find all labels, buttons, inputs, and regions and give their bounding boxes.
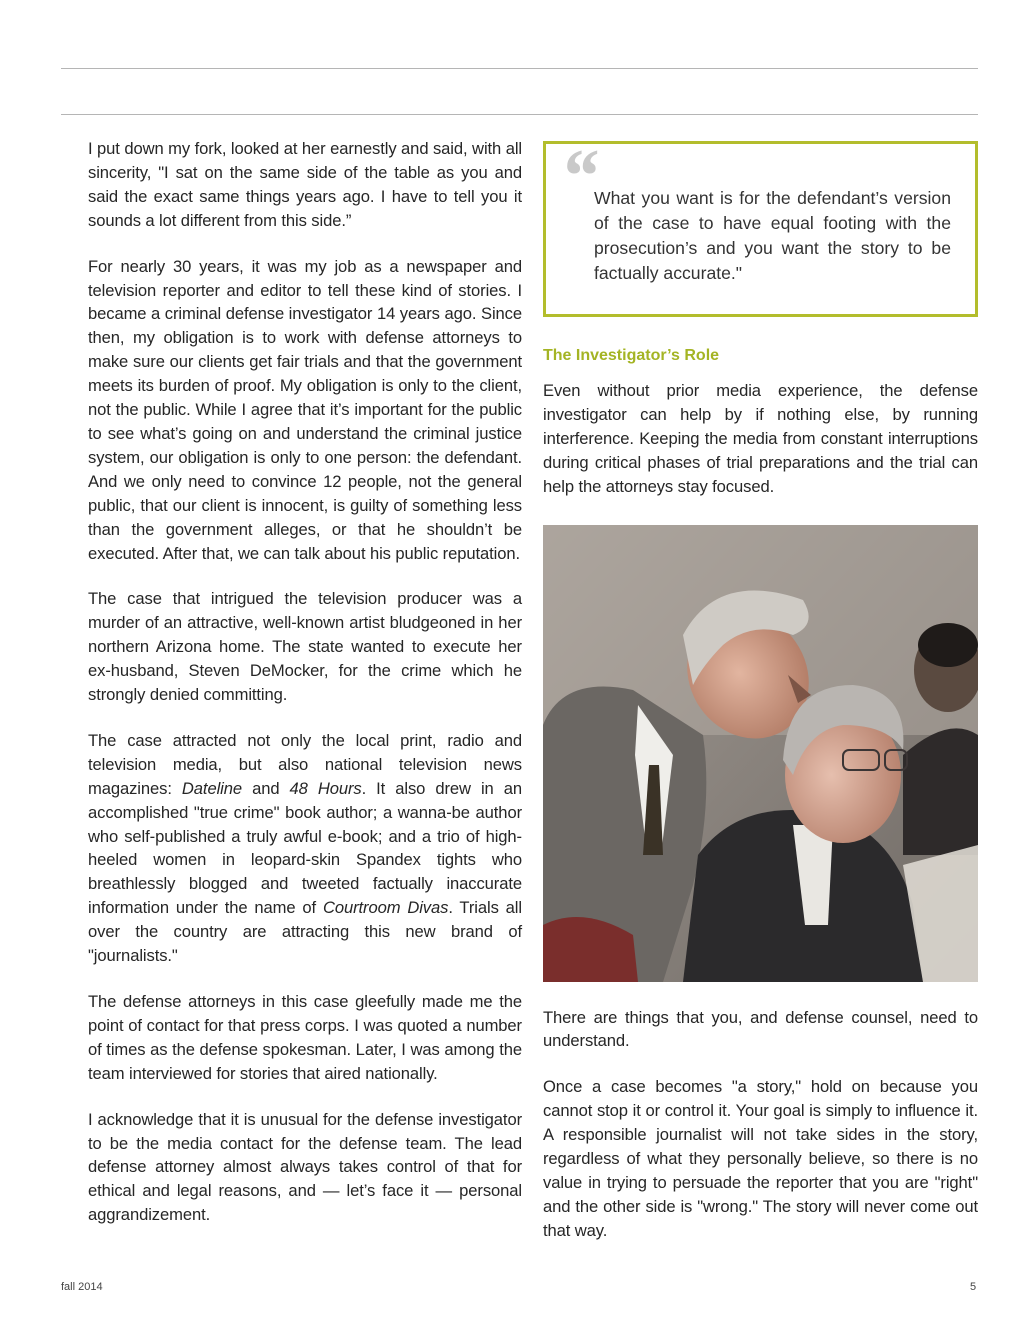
paragraph-5: The defense attorneys in this case gleefully made me the point of contact for that press corps. I was quoted a number of times as the defense spokesman. Later, I was among the team interviewed for stories that aired nationally. xyxy=(88,992,522,1083)
header-rule-bottom xyxy=(61,114,978,115)
right-paragraph-intro: Even without prior media experience, the defense investigator can help by if nothing else, by running interference. Keeping the media from constant interruptions during critical phases of trial preparations and the trial can help the attorneys stay focused. xyxy=(543,381,978,496)
paragraph-4-text-b: and xyxy=(242,778,290,798)
page-number: 5 xyxy=(970,1281,977,1293)
paragraph-4 xyxy=(88,729,522,968)
paragraph-4-text-d: . Trials all over the country are attracting this new brand of "journalists." xyxy=(88,898,522,966)
courtroom-photo-illustration xyxy=(543,525,978,982)
pull-quote-box xyxy=(543,134,978,317)
paragraph-2: For nearly 30 years, it was my job as a newspaper and television reporter and editor to tell these kind of stories. I became a criminal defense investigator 14 years ago. Since then, my obligation is to work with defense attorneys to make sure our clients get fair trials and that the government meets its burden of proof. My obligation is only to the client, not the public. While I agree that it’s important for the public to see what’s going on and understand the criminal justice system, our obligation is only to one person: the defendant. And we only need to convince 12 people, not the general public, that our client is innocent, is guilty of something less than the government alleges, or that he shouldn’t be executed. After that, we can talk about his public reputation. xyxy=(88,256,522,563)
publication-dateline: Dateline xyxy=(181,778,243,798)
paragraph-3: The case that intrigued the television producer was a murder of an attractive, well-known artist bludgeoned in her northern Arizona home. The state wanted to execute her ex-husband, Steven DeMocker, for the crime which he strongly denied committing. xyxy=(88,589,522,705)
paragraph-4-text-c: . It also drew in an accomplished "true crime" book author; a wanna-be author who self-published a truly awful e-book; and a trio of high-heeled women in leopard-skin Spandex tights who breathlessly blogged and tweeted factually inaccurate information under the name of xyxy=(88,778,522,918)
paragraph-1: I put down my fork, looked at her earnestly and said, with all sincerity, "I sat on the same side of the table as you and said the exact same things years ago. I have to tell you it sounds a lot different from this side.” xyxy=(88,139,522,230)
paragraph-4-text-a: The case attracted not only the local print, radio and television media, but also national television news magazines: xyxy=(88,730,522,798)
publication-48-hours: 48 Hours xyxy=(289,778,362,798)
pull-quote-text: What you want is for the defendant’s version of the case to have equal footing with the prosecution’s and you want the story to be factually accurate." xyxy=(594,188,951,283)
issue-label: fall 2014 xyxy=(61,1281,103,1293)
quote-mark-icon: “ xyxy=(560,134,598,218)
header-rule-top xyxy=(61,68,978,69)
left-column xyxy=(88,137,522,1249)
right-column xyxy=(543,134,978,1265)
courtroom-photo xyxy=(543,525,978,982)
publication-courtroom-divas: Courtroom Divas xyxy=(322,898,449,918)
section-subhead: The Investigator’s Role xyxy=(543,347,720,364)
paragraph-6: I acknowledge that it is unusual for the defense investigator to be the media contact for the defense team. The lead defense attorney almost always takes control of that for ethical and legal reasons, and — let’s face it — personal aggrandizement. xyxy=(88,1109,522,1225)
right-paragraph-1: There are things that you, and defense counsel, need to understand. xyxy=(543,1007,978,1051)
right-paragraph-2: Once a case becomes "a story," hold on because you cannot stop it or control it. Your goal is simply to influence it. A responsible journalist will not take sides in the story, regardless of what they personally believe, so there is no value in trying to persuade the reporter that you are "right" and the other side is "wrong." The story will never come out that way. xyxy=(543,1077,978,1240)
